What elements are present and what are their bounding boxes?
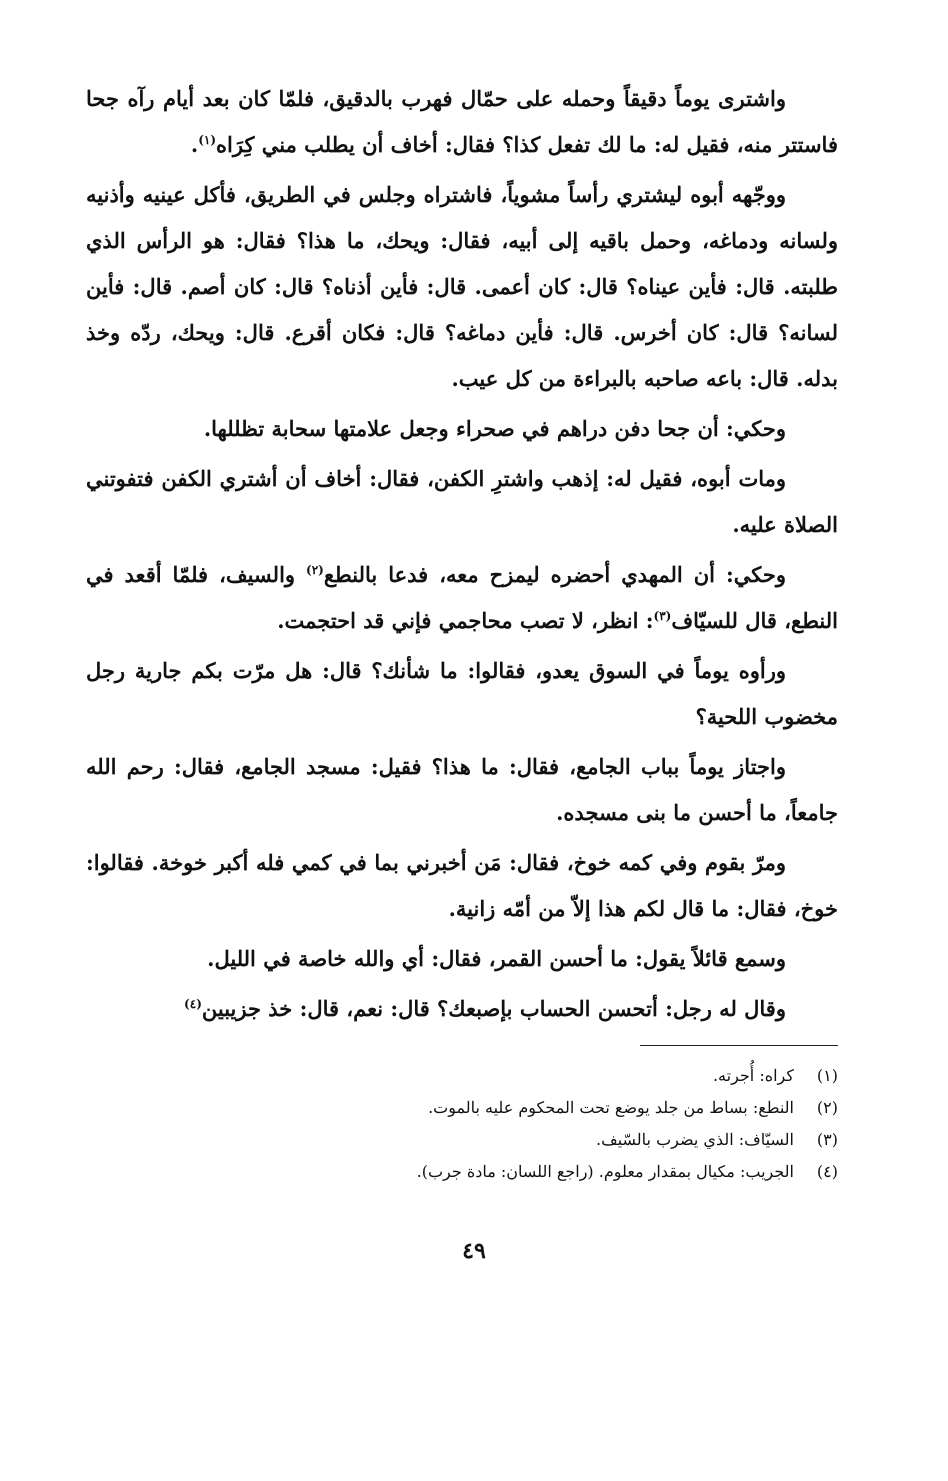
footnote-3: [260, 1124, 838, 1156]
footnote-marker-2: (٢): [306, 563, 324, 577]
paragraph-6: ورأوه يوماً في السوق يعدو، فقالوا: ما شأنك؟ قال: هل مرّت بكم جارية رجل مخضوب اللحية؟: [86, 658, 838, 729]
paragraph-4: ومات أبوه، فقيل له: إذهب واشترِ الكفن، فقال: أخاف أن أشتري الكفن فتفوتني الصلاة عليه.: [86, 466, 838, 537]
paragraph-7: واجتاز يوماً بباب الجامع، فقال: ما هذا؟ فقيل: مسجد الجامع، فقال: رحم الله جامعاً، ما أحسن ما بنى مسجده.: [86, 754, 838, 825]
footnote-divider: [640, 1045, 838, 1046]
footnote-number: (١): [816, 1066, 838, 1085]
footnote-4: [260, 1156, 838, 1188]
footnotes: [260, 1060, 838, 1188]
footnote-number: (٤): [816, 1162, 838, 1181]
footnote-text: كراه: أُجرته.: [712, 1066, 794, 1085]
footnote-marker-4: (٤): [184, 997, 202, 1011]
paragraph-5: وحكي: أن المهدي أحضره ليمزح معه، فدعا بالنطع$^{(٢)}$ والسيف، فلمّا أقعد في النطع، قال للسيّاف$^{(٣)}$: انظر، لا تصب محاجمي فإني قد احتجمت.: [86, 562, 838, 633]
footnote-2: [260, 1092, 838, 1124]
paragraph-1: واشترى يوماً دقيقاً وحمله على حمّال فهرب بالدقيق، فلمّا كان بعد أيام رآه جحا فاستتر منه، فقيل له: ما لك تفعل كذا؟ فقال: أخاف أن يطلب مني كِرَاه$^{(١)}$.: [86, 86, 838, 157]
paragraph-2: ووجّهه أبوه ليشتري رأساً مشوياً، فاشتراه وجلس في الطريق، فأكل عينيه وأذنيه ولسانه ودماغه، وحمل باقيه إلى أبيه، فقال: ويحك، ما هذا؟ فقال: هو الرأس الذي طلبته. قال: فأين عيناه؟ قال: كان أعمى. قال: فأين أذناه؟ قال: كان أصم. قال: فأين لسانه؟ قال: كان أخرس. قال: فأين دماغه؟ قال: فكان أقرع. قال: ويحك، ردّه وخذ بدله. قال: باعه صاحبه بالبراءة من كل عيب.: [86, 182, 838, 391]
footnote-text: النطع: بساط من جلد يوضع تحت المحكوم عليه بالموت.: [428, 1098, 794, 1117]
paragraph-9: وسمع قائلاً يقول: ما أحسن القمر، فقال: أي والله خاصة في الليل.: [207, 946, 786, 971]
footnote-number: (٣): [816, 1130, 838, 1149]
footnote-marker-3: (٣): [653, 609, 672, 623]
page-number: ٤٩: [462, 1238, 486, 1264]
paragraph-3: وحكي: أن جحا دفن دراهم في صحراء وجعل علامتها سحابة تظللها.: [203, 416, 786, 441]
footnote-number: (٢): [816, 1098, 838, 1117]
main-text: [86, 76, 838, 1032]
paragraph-10: وقال له رجل: أتحسن الحساب بإصبعك؟ قال: نعم، قال: خذ جزيبين$^{(٤)}$: [184, 996, 786, 1021]
paragraph-8: ومرّ بقوم وفي كمه خوخ، فقال: مَن أخبرني بما في كمي فله أكبر خوخة. فقالوا: خوخ، فقال: ما قال لكم هذا إلاّ من أمّه زانية.: [86, 850, 838, 921]
footnote-text: الجريب: مكيال بمقدار معلوم. (راجع اللسان: مادة جرب).: [416, 1162, 794, 1181]
footnote-1: [260, 1060, 838, 1092]
footnote-text: السيّاف: الذي يضرب بالسّيف.: [596, 1130, 794, 1149]
footnote-marker-1: (١): [198, 133, 217, 147]
